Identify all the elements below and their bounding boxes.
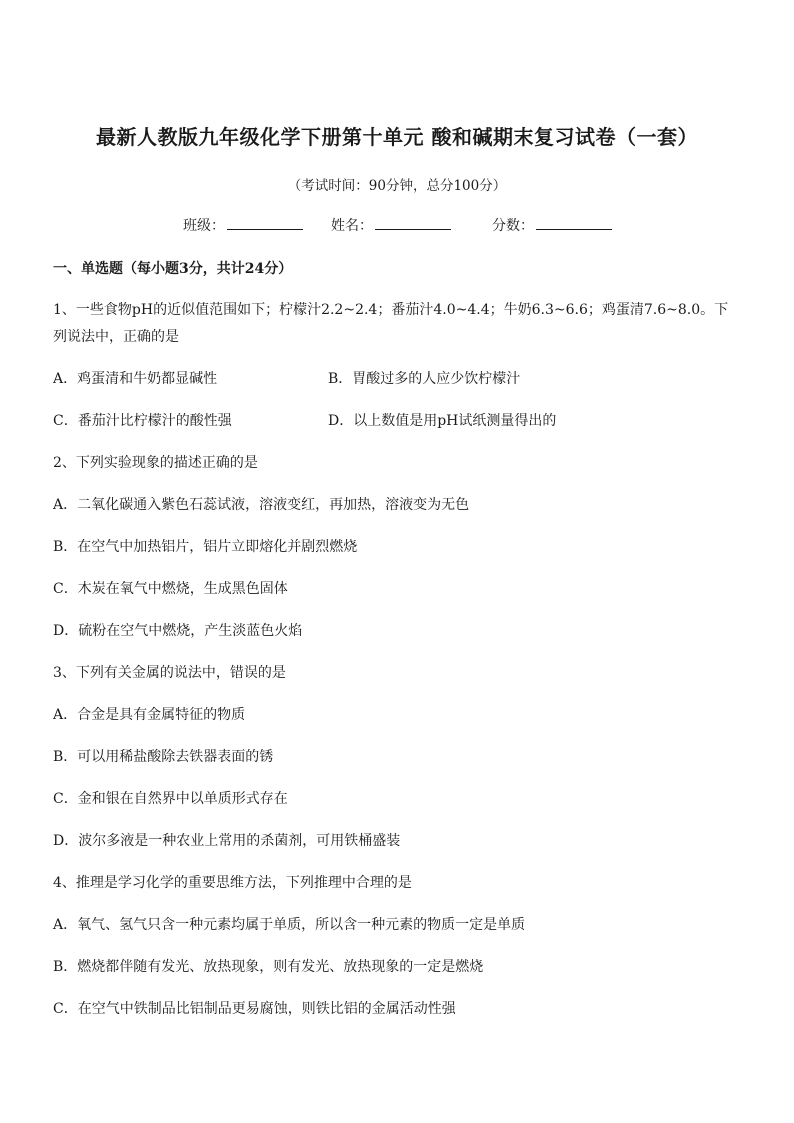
question-3-option-b: B．可以用稀盐酸除去铁器表面的锈 [53, 749, 274, 765]
question-1-option-d: D．以上数值是用pH试纸测量得出的 [328, 413, 557, 429]
score-blank [536, 217, 612, 230]
question-2-option-d: D．硫粉在空气中燃烧，产生淡蓝色火焰 [53, 623, 303, 639]
name-label: 姓名： [331, 218, 373, 234]
score-label: 分数： [492, 218, 534, 234]
question-1-option-a: A．鸡蛋清和牛奶都显碱性 [53, 371, 218, 387]
question-2-stem: 2、下列实验现象的描述正确的是 [53, 455, 258, 471]
question-1-option-c: C．番茄汁比柠檬汁的酸性强 [53, 413, 232, 429]
question-1-stem-line2: 列说法中，正确的是 [53, 329, 179, 345]
question-1-option-b: B．胃酸过多的人应少饮柠檬汁 [328, 371, 521, 387]
name-blank [375, 217, 451, 230]
question-3-option-a: A．合金是具有金属特征的物质 [53, 707, 246, 723]
question-1-stem-line1: 1、一些食物pH的近似值范围如下；柠檬汁2.2~2.4；番茄汁4.0~4.4；牛奶6.3~6.6；鸡蛋清7.6~8.0。下 [53, 302, 729, 318]
class-field [183, 215, 303, 235]
question-4-option-b: B．燃烧都伴随有发光、放热现象，则有发光、放热现象的一定是燃烧 [53, 959, 484, 975]
question-3-stem: 3、下列有关金属的说法中，错误的是 [53, 665, 286, 681]
section-heading: 一、单选题（每小题3分，共计24分） [53, 261, 293, 277]
question-3-option-d: D．波尔多液是一种农业上常用的杀菌剂，可用铁桶盛装 [53, 833, 401, 849]
exam-subtitle: （考试时间：90分钟，总分100分） [287, 178, 507, 194]
question-4-option-a: A．氧气、氢气只含一种元素均属于单质，所以含一种元素的物质一定是单质 [53, 917, 526, 933]
question-3-option-c: C．金和银在自然界中以单质形式存在 [53, 791, 288, 807]
class-blank [227, 217, 303, 230]
score-field [492, 215, 612, 235]
name-field [331, 215, 451, 235]
class-label: 班级： [183, 218, 225, 234]
question-2-option-c: C．木炭在氧气中燃烧，生成黑色固体 [53, 581, 288, 597]
question-4-option-c: C．在空气中铁制品比铝制品更易腐蚀，则铁比铝的金属活动性强 [53, 1001, 456, 1017]
question-2-option-b: B．在空气中加热铝片，铝片立即熔化并剧烈燃烧 [53, 539, 358, 555]
exam-title: 最新人教版九年级化学下册第十单元 酸和碱期末复习试卷（一套） [96, 125, 698, 149]
question-2-option-a: A．二氧化碳通入紫色石蕊试液，溶液变红，再加热，溶液变为无色 [53, 497, 470, 513]
question-4-stem: 4、推理是学习化学的重要思维方法，下列推理中合理的是 [53, 875, 412, 891]
